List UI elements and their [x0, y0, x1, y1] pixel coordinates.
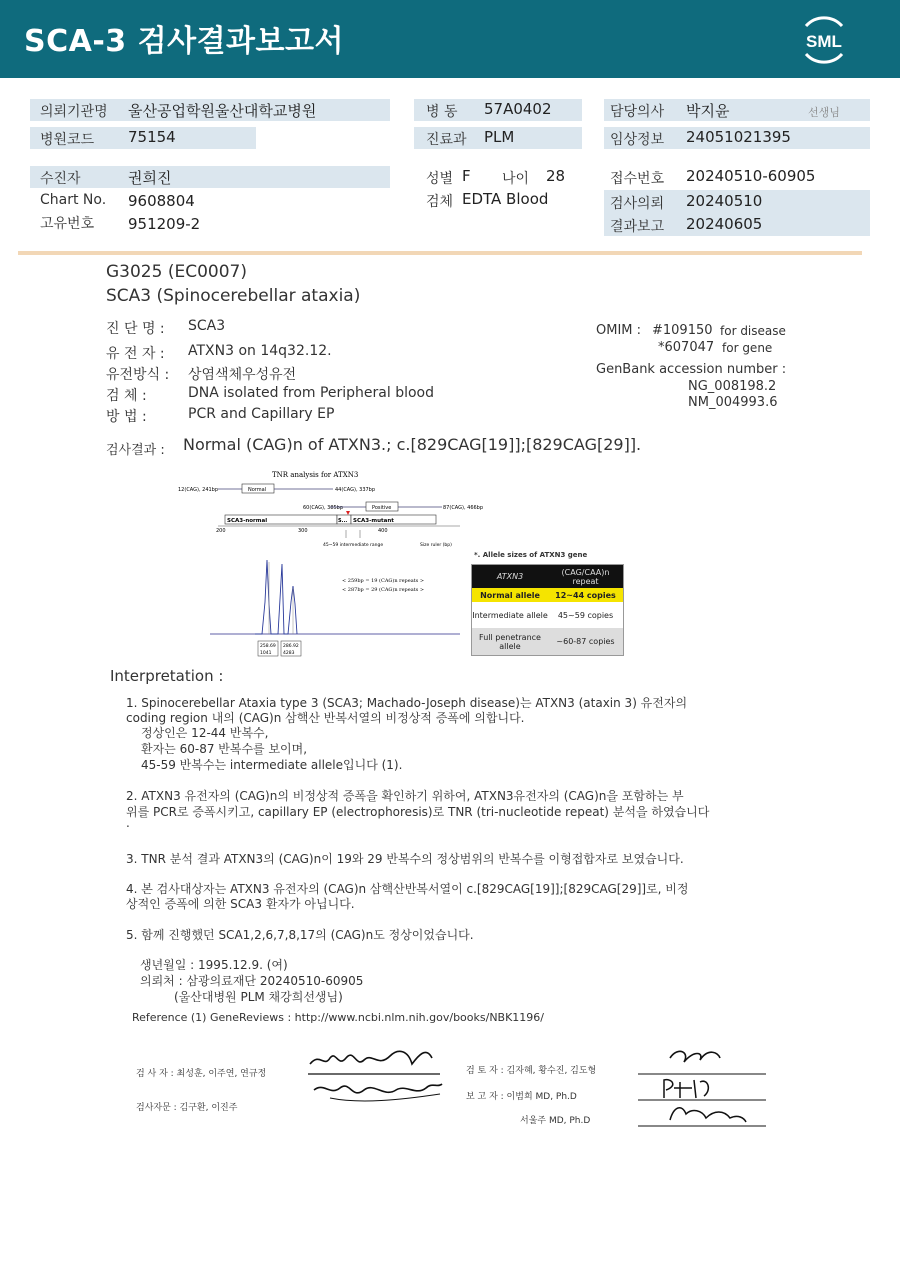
doctor-value: 박지윤	[686, 102, 730, 120]
omim-gene: *607047	[658, 340, 715, 355]
full-allele-value: ~60-87 copies	[548, 628, 623, 655]
hospital-code-label: 병원코드	[40, 132, 95, 148]
method-label: 방 법 :	[106, 409, 147, 425]
range1-left: 12(CAG), 241bp	[178, 487, 219, 493]
assistant: 검사자문 : 김구환, 이진주	[136, 1103, 238, 1113]
patient-label: 수진자	[40, 171, 81, 187]
reference: Reference (1) GeneReviews : http://www.ncbi.nlm.nih.gov/books/NBK1196/	[132, 1011, 545, 1024]
interp-line-5: 45-59 반복수는 intermediate allele입니다 (1).	[141, 758, 403, 772]
diag-label: 진 단 명 :	[106, 321, 165, 337]
normal-allele-label: Normal allele	[472, 588, 548, 602]
sex-value: F	[462, 167, 471, 185]
report-value: 20240605	[686, 215, 763, 233]
repeat-2: < 287bp = 29 (CAG)n repeats >	[342, 587, 425, 593]
clinical-label: 임상정보	[610, 132, 665, 148]
receipt-value: 20240510-60905	[686, 167, 816, 185]
result-label: 검사결과 :	[106, 443, 165, 458]
inherit-value: 상염색체우성유전	[188, 367, 297, 383]
examiner: 검 사 자 : 최성훈, 이주연, 연규정	[136, 1069, 267, 1079]
specimen-value: EDTA Blood	[462, 190, 549, 208]
inherit-label: 유전방식 :	[106, 367, 170, 383]
dept-label: 진료과	[426, 132, 467, 148]
patient-value: 권희진	[128, 169, 172, 187]
logo-text: SML	[806, 32, 842, 51]
sex-label: 성별	[426, 171, 454, 187]
bar-mutant: SCA3-mutant	[353, 518, 394, 524]
reviewer: 검 토 자 : 김자혜, 황수진, 김도형	[466, 1066, 597, 1076]
gene-label: 유 전 자 :	[106, 346, 165, 362]
reporter: 보 고 자 : 이범희 MD, Ph.D	[466, 1092, 577, 1102]
id-value: 951209-2	[128, 215, 201, 233]
tick-400: 400	[378, 528, 388, 534]
reviewer-signature-icon	[634, 1038, 774, 1132]
doctor-label: 담당의사	[610, 104, 665, 120]
referrer: 의뢰처 : 삼광의료재단 20240510-60905	[140, 974, 364, 988]
range1-right: 44(CAG), 337bp	[335, 487, 376, 493]
age-label: 나이	[502, 171, 530, 187]
report-label: 결과보고	[610, 219, 665, 235]
interp-line-2: coding region 내의 (CAG)n 삼핵산 반복서열의 비정상적 증폭에 의합니다.	[126, 711, 525, 725]
allele-title: *. Allele sizes of ATXN3 gene	[474, 551, 588, 559]
interp-line-12: 5. 함께 진행했던 SCA1,2,6,7,8,17의 (CAG)n도 정상이었습니다.	[126, 928, 474, 942]
diag-value: SCA3	[188, 318, 226, 334]
range1-box: Normal	[248, 487, 267, 493]
institution-value: 울산공업학원울산대학교병원	[128, 102, 317, 120]
allele-table	[471, 564, 624, 656]
referrer-detail: (울산대병원 PLM 채강희선생님)	[174, 990, 343, 1004]
chart-value: 9608804	[128, 192, 195, 210]
patient-band	[30, 166, 390, 188]
range2-right: 87(CAG), 466bp	[443, 505, 484, 511]
ward-value: 57A0402	[484, 100, 552, 118]
doctor-suffix: 선생님	[808, 106, 840, 119]
range2-left: 60(CAG), 385bp	[303, 505, 344, 511]
omim-label: OMIM :	[596, 323, 642, 338]
age-value: 28	[546, 167, 566, 185]
table-head-repeat: (CAG/CAA)n repeat	[548, 565, 623, 588]
dept-value: PLM	[484, 128, 515, 146]
ruler-label: Size ruler (bp)	[420, 543, 452, 548]
interp-line-3: 정상인은 12-44 반복수,	[141, 726, 269, 740]
examiner-signature-icon	[300, 1038, 460, 1118]
interp-line-8: .	[126, 816, 130, 830]
interp-line-4: 환자는 60-87 반복수를 보이며,	[141, 742, 308, 756]
omim-disease-note: for disease	[720, 324, 786, 338]
bar-s: S...	[338, 518, 348, 524]
peak2-size: 286.92	[283, 644, 299, 649]
ward-label: 병 동	[426, 104, 458, 120]
reporter-2: 서울주 MD, Ph.D	[520, 1116, 591, 1126]
interp-line-11: 상적인 증폭에 의한 SCA3 환자가 아닙니다.	[126, 897, 355, 911]
interp-line-6: 2. ATXN3 유전자의 (CAG)n의 비정상적 증폭을 확인하기 위하여, ATXN3유전자의 (CAG)n을 포함하는 부	[126, 789, 684, 803]
genbank-label: GenBank accession number :	[596, 362, 787, 377]
specimen-label: 검체	[426, 194, 454, 210]
normal-allele-value: 12~44 copies	[548, 588, 623, 602]
intermediate-allele-value: 45~59 copies	[548, 602, 623, 628]
table-head-gene: ATXN3	[472, 565, 548, 588]
request-value: 20240510	[686, 192, 763, 210]
interp-line-7: 위를 PCR로 증폭시키고, capillary EP (electrophoresis)로 TNR (tri-nucleotide repeat) 분석을 하였습니다	[126, 805, 710, 819]
sml-logo-icon	[796, 12, 852, 68]
peak1-size: 258.69	[260, 644, 276, 649]
result-value: Normal (CAG)n of ATXN3.; c.[829CAG[19]];[829CAG[29]].	[183, 435, 642, 454]
chart-label: Chart No.	[40, 192, 107, 208]
peak1-height: 1041	[260, 651, 272, 656]
institution-label: 의뢰기관명	[40, 104, 108, 120]
intermediate-label: 45~59 intermediate range	[323, 543, 384, 548]
tick-300: 300	[298, 528, 308, 534]
interp-line-10: 4. 본 검사대상자는 ATXN3 유전자의 (CAG)n 삼핵산반복서열이 c.[829CAG[19]];[829CAG[29]]로, 비정	[126, 882, 689, 896]
sample-label: 검 체 :	[106, 388, 147, 404]
genbank-nm: NM_004993.6	[688, 395, 778, 410]
tnr-figure	[170, 464, 484, 656]
marker-icon	[346, 511, 350, 515]
full-allele-label: Full penetrance allele	[472, 628, 548, 655]
report-title: SCA-3 검사결과보고서	[24, 24, 344, 59]
repeat-1: < 259bp = 19 (CAG)n repeats >	[342, 578, 425, 584]
interp-line-9: 3. TNR 분석 결과 ATXN3의 (CAG)n이 19와 29 반복수의 정상범위의 반복수를 이형접합자로 보였습니다.	[126, 852, 684, 866]
clinical-value: 24051021395	[686, 128, 791, 146]
bar-normal: SCA3-normal	[227, 518, 268, 524]
request-label: 검사의뢰	[610, 196, 665, 212]
interpretation-title: Interpretation :	[110, 667, 224, 685]
birth-date: 생년월일 : 1995.12.9. (여)	[140, 958, 288, 972]
section-divider	[18, 251, 862, 255]
test-code: G3025 (EC0007)	[106, 262, 247, 282]
peak2-height: 4283	[283, 651, 295, 656]
receipt-label: 접수번호	[610, 171, 665, 187]
intermediate-allele-label: Intermediate allele	[472, 602, 548, 628]
sample-value: DNA isolated from Peripheral blood	[188, 385, 435, 401]
omim-disease: #109150	[652, 323, 713, 338]
gene-value: ATXN3 on 14q32.12.	[188, 343, 332, 359]
test-name: SCA3 (Spinocerebellar ataxia)	[106, 286, 361, 306]
peak-trace	[255, 560, 297, 634]
genbank-ng: NG_008198.2	[688, 379, 777, 394]
hospital-code-value: 75154	[128, 128, 176, 146]
tick-200: 200	[216, 528, 226, 534]
method-value: PCR and Capillary EP	[188, 406, 335, 422]
range2-box: Positive	[372, 505, 392, 511]
omim-gene-note: for gene	[722, 341, 773, 355]
id-label: 고유번호	[40, 216, 95, 232]
interp-line-1: 1. Spinocerebellar Ataxia type 3 (SCA3; Machado-Joseph disease)는 ATXN3 (ataxin 3) 유전자의	[126, 696, 688, 710]
tnr-title: TNR analysis for ATXN3	[272, 471, 359, 479]
